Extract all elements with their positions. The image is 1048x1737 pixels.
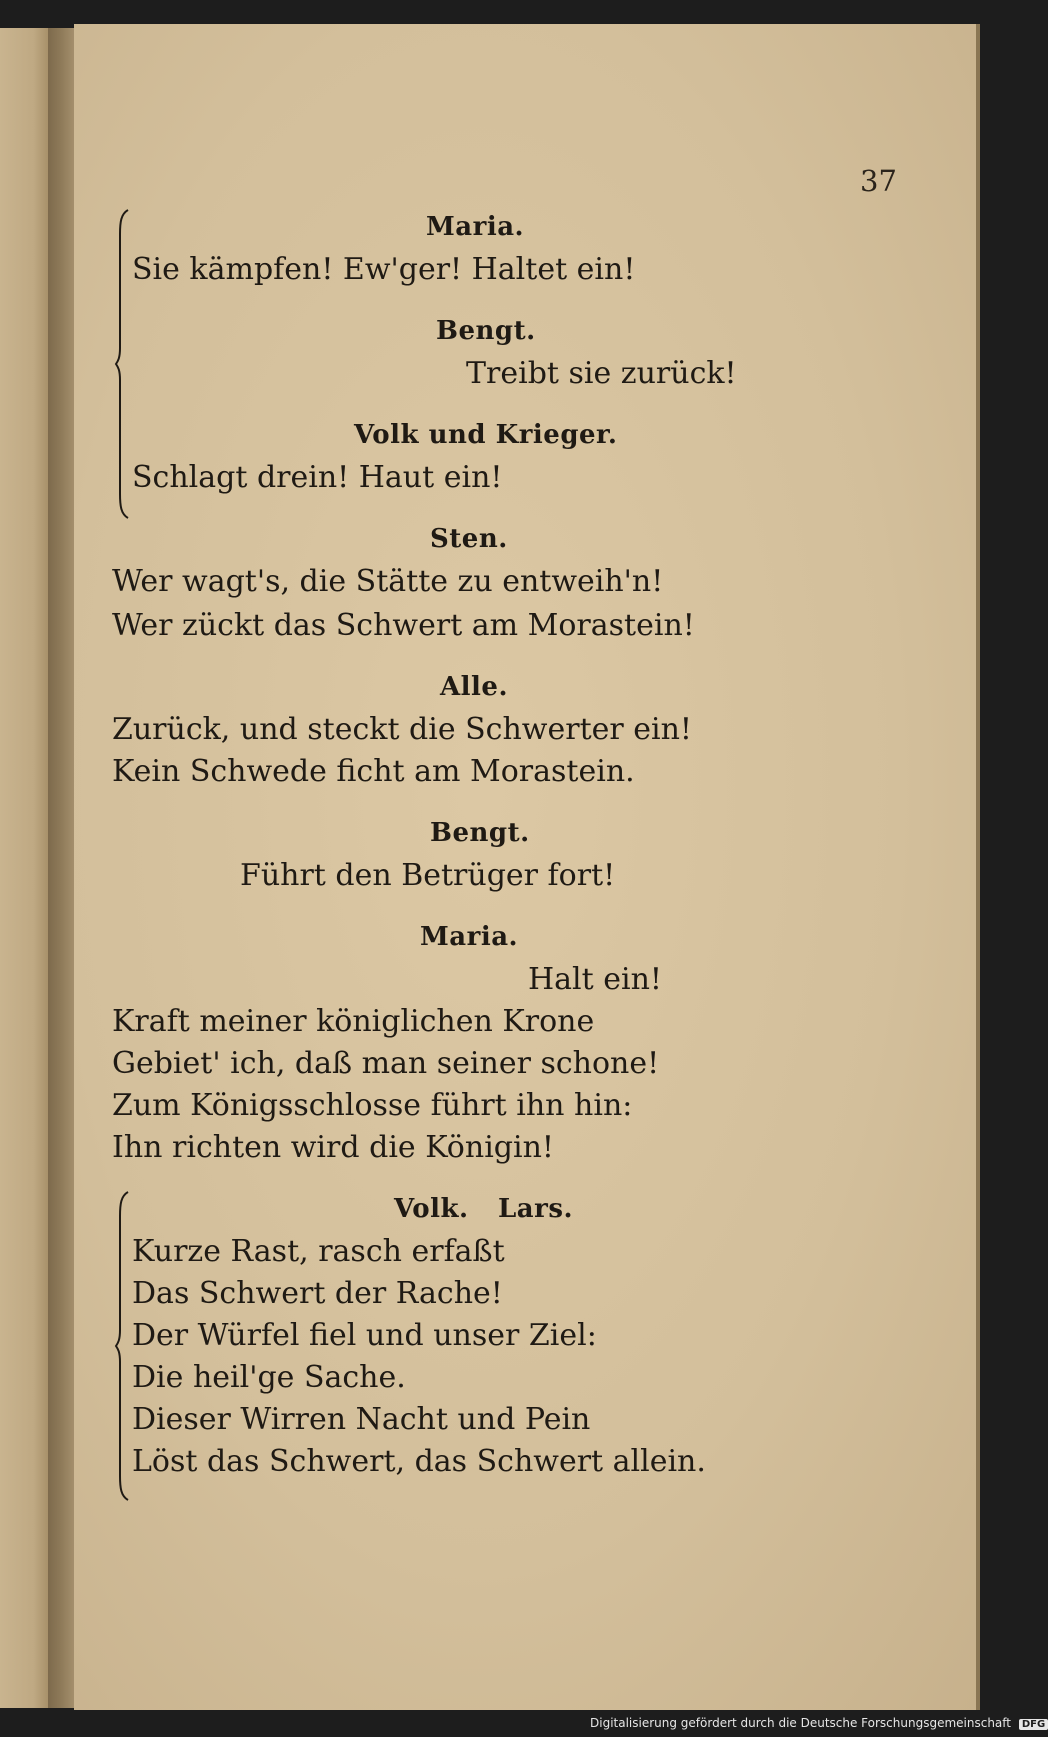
verse-line: Wer wagt's, die Stätte zu entweih'n!: [112, 564, 664, 599]
verse-line: Löst das Schwert, das Schwert allein.: [132, 1444, 706, 1479]
facing-page-edge: [0, 28, 48, 1708]
verse-line: Ihn richten wird die Königin!: [112, 1130, 554, 1165]
speaker-alle: Alle.: [440, 672, 509, 702]
book-gutter: [48, 28, 74, 1708]
speaker-maria: Maria.: [426, 212, 525, 242]
digitization-credit: [590, 1716, 1048, 1730]
speaker-bengt: Bengt.: [436, 316, 536, 346]
verse-line: Kraft meiner königlichen Krone: [112, 1004, 595, 1039]
verse-line: Wer zückt das Schwert am Morastein!: [112, 608, 695, 643]
verse-line: Die heil'ge Sache.: [132, 1360, 406, 1395]
verse-line: Führt den Betrüger fort!: [240, 858, 616, 893]
speaker-sten: Sten.: [430, 524, 508, 554]
credit-text: Digitalisierung gefördert durch die Deutsche Forschungsgemeinschaft: [590, 1716, 1012, 1730]
dfg-logo: DFG: [1019, 1719, 1048, 1730]
verse-line: Das Schwert der Rache!: [132, 1276, 503, 1311]
verse-line: Treibt sie zurück!: [466, 356, 737, 391]
page-number: 37: [860, 164, 897, 198]
book-page: [74, 24, 980, 1710]
verse-line: Zum Königsschlosse führt ihn hin:: [112, 1088, 633, 1123]
verse-line: Sie kämpfen! Ew'ger! Haltet ein!: [132, 252, 636, 287]
speaker-volk-krieger: Volk und Krieger.: [354, 420, 618, 450]
speaker-volk: Volk.: [394, 1194, 469, 1224]
verse-line: Schlagt drein! Haut ein!: [132, 460, 503, 495]
speaker-bengt: Bengt.: [430, 818, 530, 848]
verse-line: Gebiet' ich, daß man seiner schone!: [112, 1046, 660, 1081]
verse-line: Kurze Rast, rasch erfaßt: [132, 1234, 505, 1269]
verse-line: Dieser Wirren Nacht und Pein: [132, 1402, 591, 1437]
verse-line: Kein Schwede ficht am Morastein.: [112, 754, 635, 789]
verse-line: Halt ein!: [528, 962, 662, 997]
verse-line: Der Würfel fiel und unser Ziel:: [132, 1318, 597, 1353]
speaker-lars: Lars.: [498, 1194, 574, 1224]
curly-brace-icon: [116, 208, 130, 520]
speaker-maria: Maria.: [420, 922, 519, 952]
curly-brace-icon: [116, 1190, 130, 1502]
verse-line: Zurück, und steckt die Schwerter ein!: [112, 712, 692, 747]
